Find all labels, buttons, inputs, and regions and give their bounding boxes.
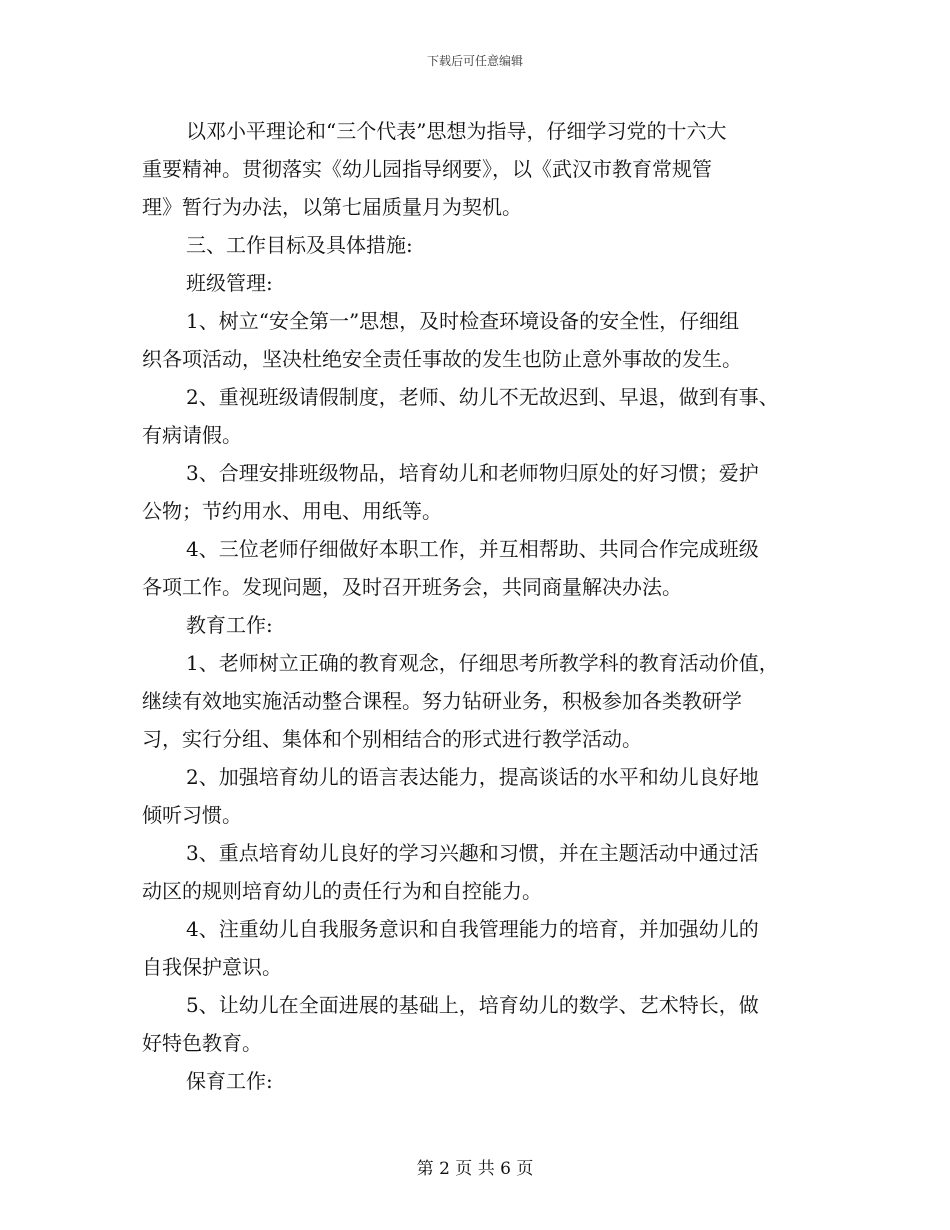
document-body [142,112,822,1100]
text-line: 织各项活动，坚决杜绝安全责任事故的发生也防止意外事故的发生。 [142,347,742,371]
text-line: 4、三位老师仔细做好本职工作，并互相帮助、共同合作完成班级 [186,537,759,561]
text-line: 以邓小平理论和“三个代表”思想为指导，仔细学习党的十六大 [186,119,727,143]
text-line: 自我保护意识。 [142,955,282,979]
text-line: 理》暂行为办法，以第七届质量月为契机。 [142,195,522,219]
text-line: 教育工作: [186,613,273,637]
text-line: 保育工作: [186,1069,273,1093]
text-line: 班级管理: [186,271,273,295]
page-footer: 第 2 页 共 6 页 [416,1159,534,1179]
text-line: 倾听习惯。 [142,803,242,827]
text-line: 好特色教育。 [142,1031,262,1055]
text-line: 4、注重幼儿自我服务意识和自我管理能力的培育，并加强幼儿的 [186,917,759,941]
text-line: 3、重点培育幼儿良好的学习兴趣和习惯，并在主题活动中通过活 [186,841,759,865]
text-line: 2、加强培育幼儿的语言表达能力，提高谈话的水平和幼儿良好地 [186,765,759,789]
text-line: 1、树立“安全第一”思想，及时检查环境设备的安全性，仔细组 [186,309,740,333]
text-line: 继续有效地实施活动整合课程。努力钻研业务，积极参加各类教研学 [142,689,742,713]
text-line: 重要精神。贯彻落实《幼儿园指导纲要》，以《武汉市教育常规管 [142,157,712,181]
text-line: 公物；节约用水、用电、用纸等。 [142,499,442,523]
text-line: 动区的规则培育幼儿的责任行为和自控能力。 [142,879,542,903]
text-line: 5、让幼儿在全面进展的基础上，培育幼儿的数学、艺术特长，做 [186,993,759,1017]
text-line: 三、工作目标及具体措施: [186,233,413,257]
text-line: 习，实行分组、集体和个别相结合的形式进行教学活动。 [142,727,642,751]
text-line: 有病请假。 [142,423,242,447]
page-header: 下载后可任意编辑 [426,54,523,68]
text-line: 各项工作。发现问题，及时召开班务会，共同商量解决办法。 [142,575,682,599]
text-line: 1、老师树立正确的教育观念，仔细思考所教学科的教育活动价值， [186,651,779,675]
text-line: 3、合理安排班级物品，培育幼儿和老师物归原处的好习惯；爱护 [186,461,759,485]
text-line: 2、重视班级请假制度，老师、幼儿不无故迟到、早退，做到有事、 [186,385,779,409]
